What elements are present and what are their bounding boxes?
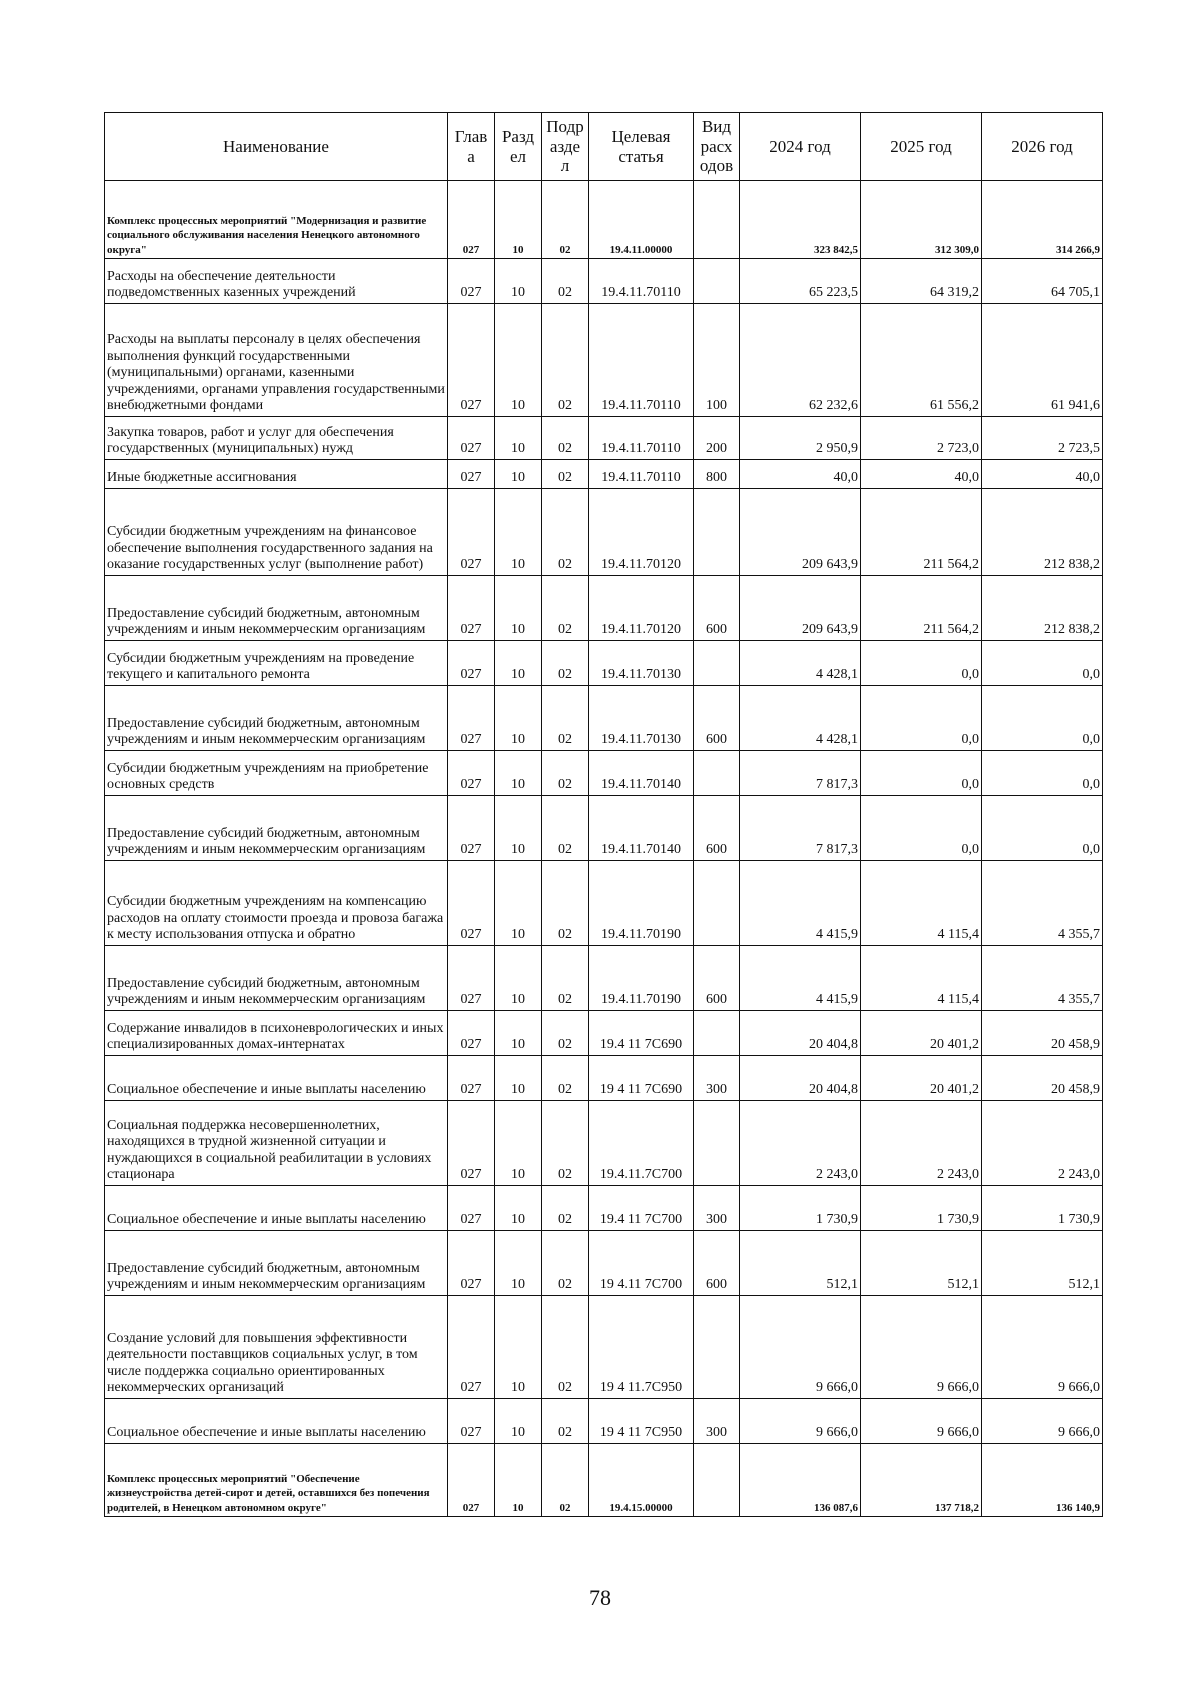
cell-glava: 027 — [448, 460, 495, 489]
cell-razdel: 10 — [495, 489, 542, 576]
cell-glava: 027 — [448, 1399, 495, 1444]
cell-vid: 600 — [694, 576, 740, 641]
cell-vid — [694, 1444, 740, 1517]
cell-2025: 9 666,0 — [861, 1399, 982, 1444]
cell-razdel: 10 — [495, 259, 542, 304]
cell-glava: 027 — [448, 1056, 495, 1101]
cell-2025: 61 556,2 — [861, 304, 982, 417]
cell-podrazdel: 02 — [542, 489, 589, 576]
cell-2025: 0,0 — [861, 686, 982, 751]
table-row — [105, 259, 1103, 304]
cell-podrazdel: 02 — [542, 576, 589, 641]
cell-name: Субсидии бюджетным учреждениям на проведение текущего и капитального ремонта — [105, 641, 448, 686]
cell-razdel: 10 — [495, 460, 542, 489]
cell-razdel: 10 — [495, 1231, 542, 1296]
cell-target: 19.4.11.70110 — [589, 259, 694, 304]
cell-2025: 0,0 — [861, 796, 982, 861]
cell-glava: 027 — [448, 417, 495, 460]
cell-2026: 0,0 — [982, 641, 1103, 686]
cell-target: 19 4 11 7С950 — [589, 1399, 694, 1444]
table-row — [105, 1444, 1103, 1517]
cell-2024: 136 087,6 — [740, 1444, 861, 1517]
page-number: 78 — [589, 1585, 611, 1610]
cell-2025: 40,0 — [861, 460, 982, 489]
cell-2026: 512,1 — [982, 1231, 1103, 1296]
table-row — [105, 686, 1103, 751]
cell-name: Предоставление субсидий бюджетным, автономным учреждениям и иным некоммерческим организациям — [105, 1231, 448, 1296]
cell-vid: 600 — [694, 686, 740, 751]
cell-vid — [694, 1296, 740, 1399]
cell-name: Содержание инвалидов в психоневрологических и иных специализированных домах-интернатах — [105, 1011, 448, 1056]
table-row — [105, 1186, 1103, 1231]
cell-2024: 323 842,5 — [740, 181, 861, 259]
cell-vid: 600 — [694, 796, 740, 861]
cell-podrazdel: 02 — [542, 751, 589, 796]
cell-2025: 1 730,9 — [861, 1186, 982, 1231]
cell-2025: 9 666,0 — [861, 1296, 982, 1399]
cell-glava: 027 — [448, 1186, 495, 1231]
table-row — [105, 460, 1103, 489]
table-row — [105, 861, 1103, 946]
cell-podrazdel: 02 — [542, 460, 589, 489]
cell-razdel: 10 — [495, 1399, 542, 1444]
table-row — [105, 1011, 1103, 1056]
table-row — [105, 1056, 1103, 1101]
cell-2026: 2 723,5 — [982, 417, 1103, 460]
cell-podrazdel: 02 — [542, 796, 589, 861]
header-2026: 2026 год — [982, 113, 1103, 181]
cell-podrazdel: 02 — [542, 304, 589, 417]
cell-podrazdel: 02 — [542, 1399, 589, 1444]
cell-name: Комплекс процессных мероприятий "Модернизация и развитие социального обслуживания населения Ненецкого автономного округа" — [105, 181, 448, 259]
table-row — [105, 304, 1103, 417]
header-glava: Глав а — [448, 113, 495, 181]
cell-name: Субсидии бюджетным учреждениям на финансовое обеспечение выполнения государственного задания на оказание государственных услуг (выполнение работ) — [105, 489, 448, 576]
cell-vid: 300 — [694, 1056, 740, 1101]
cell-podrazdel: 02 — [542, 417, 589, 460]
cell-razdel: 10 — [495, 181, 542, 259]
cell-target: 19.4 11 7С690 — [589, 1011, 694, 1056]
cell-razdel: 10 — [495, 576, 542, 641]
cell-podrazdel: 02 — [542, 861, 589, 946]
cell-podrazdel: 02 — [542, 259, 589, 304]
cell-2026: 4 355,7 — [982, 861, 1103, 946]
cell-target: 19.4 11 7С700 — [589, 1186, 694, 1231]
cell-2026: 9 666,0 — [982, 1296, 1103, 1399]
cell-podrazdel: 02 — [542, 1296, 589, 1399]
cell-name: Иные бюджетные ассигнования — [105, 460, 448, 489]
cell-glava: 027 — [448, 576, 495, 641]
cell-glava: 027 — [448, 1231, 495, 1296]
table-row — [105, 1231, 1103, 1296]
cell-2026: 0,0 — [982, 751, 1103, 796]
cell-2025: 211 564,2 — [861, 576, 982, 641]
cell-glava: 027 — [448, 861, 495, 946]
cell-2025: 20 401,2 — [861, 1056, 982, 1101]
cell-2024: 9 666,0 — [740, 1296, 861, 1399]
table-row — [105, 576, 1103, 641]
table-row — [105, 489, 1103, 576]
cell-name: Предоставление субсидий бюджетным, автономным учреждениям и иным некоммерческим организациям — [105, 946, 448, 1011]
cell-2024: 2 950,9 — [740, 417, 861, 460]
cell-vid: 600 — [694, 946, 740, 1011]
cell-glava: 027 — [448, 641, 495, 686]
cell-podrazdel: 02 — [542, 1101, 589, 1186]
cell-name: Социальное обеспечение и иные выплаты населению — [105, 1056, 448, 1101]
cell-razdel: 10 — [495, 861, 542, 946]
cell-target: 19.4.11.70120 — [589, 489, 694, 576]
cell-glava: 027 — [448, 1011, 495, 1056]
header-2024: 2024 год — [740, 113, 861, 181]
cell-vid — [694, 861, 740, 946]
cell-2024: 4 415,9 — [740, 946, 861, 1011]
header-2025: 2025 год — [861, 113, 982, 181]
cell-target: 19.4.11.7С700 — [589, 1101, 694, 1186]
cell-target: 19.4.11.70190 — [589, 946, 694, 1011]
cell-target: 19.4.11.00000 — [589, 181, 694, 259]
cell-2026: 314 266,9 — [982, 181, 1103, 259]
cell-2025: 4 115,4 — [861, 861, 982, 946]
cell-2026: 20 458,9 — [982, 1056, 1103, 1101]
table-row — [105, 796, 1103, 861]
budget-table — [104, 112, 1103, 1517]
cell-2024: 40,0 — [740, 460, 861, 489]
cell-glava: 027 — [448, 751, 495, 796]
cell-2025: 0,0 — [861, 751, 982, 796]
cell-podrazdel: 02 — [542, 1056, 589, 1101]
cell-glava: 027 — [448, 946, 495, 1011]
cell-podrazdel: 02 — [542, 1011, 589, 1056]
header-vid: Вид расх одов — [694, 113, 740, 181]
cell-name: Расходы на обеспечение деятельности подведомственных казенных учреждений — [105, 259, 448, 304]
cell-vid: 300 — [694, 1186, 740, 1231]
cell-2025: 20 401,2 — [861, 1011, 982, 1056]
table-row — [105, 946, 1103, 1011]
header-podrazdel: Подр азде л — [542, 113, 589, 181]
table-body — [105, 181, 1103, 1517]
cell-target: 19.4.11.70130 — [589, 641, 694, 686]
cell-podrazdel: 02 — [542, 686, 589, 751]
cell-razdel: 10 — [495, 1101, 542, 1186]
cell-vid: 200 — [694, 417, 740, 460]
cell-glava: 027 — [448, 304, 495, 417]
cell-razdel: 10 — [495, 946, 542, 1011]
cell-vid — [694, 641, 740, 686]
cell-name: Социальное обеспечение и иные выплаты населению — [105, 1186, 448, 1231]
table-row — [105, 1296, 1103, 1399]
cell-name: Социальная поддержка несовершеннолетних, находящихся в трудной жизненной ситуации и нуждающихся в социальной реабилитации в условиях стационара — [105, 1101, 448, 1186]
cell-2026: 2 243,0 — [982, 1101, 1103, 1186]
cell-glava: 027 — [448, 1101, 495, 1186]
cell-target: 19 4 11.7С950 — [589, 1296, 694, 1399]
cell-2024: 4 428,1 — [740, 686, 861, 751]
table-header-row — [105, 113, 1103, 181]
cell-2025: 512,1 — [861, 1231, 982, 1296]
cell-2026: 212 838,2 — [982, 489, 1103, 576]
cell-name: Предоставление субсидий бюджетным, автономным учреждениям и иным некоммерческим организациям — [105, 576, 448, 641]
cell-podrazdel: 02 — [542, 1231, 589, 1296]
cell-target: 19 4 11 7С690 — [589, 1056, 694, 1101]
cell-name: Расходы на выплаты персоналу в целях обеспечения выполнения функций государственными (муниципальными) органами, казенными учреждениями, органами управления государственными внебюджетными фондами — [105, 304, 448, 417]
cell-2026: 0,0 — [982, 796, 1103, 861]
cell-podrazdel: 02 — [542, 1186, 589, 1231]
cell-2024: 65 223,5 — [740, 259, 861, 304]
cell-glava: 027 — [448, 259, 495, 304]
cell-target: 19.4.11.70140 — [589, 796, 694, 861]
cell-razdel: 10 — [495, 1011, 542, 1056]
cell-vid — [694, 489, 740, 576]
cell-target: 19.4.11.70110 — [589, 417, 694, 460]
cell-2025: 2 243,0 — [861, 1101, 982, 1186]
cell-2024: 20 404,8 — [740, 1011, 861, 1056]
cell-vid: 600 — [694, 1231, 740, 1296]
cell-name: Субсидии бюджетным учреждениям на компенсацию расходов на оплату стоимости проезда и провоза багажа к месту использования отпуска и обратно — [105, 861, 448, 946]
cell-razdel: 10 — [495, 304, 542, 417]
cell-2026: 61 941,6 — [982, 304, 1103, 417]
cell-2026: 4 355,7 — [982, 946, 1103, 1011]
header-name: Наименование — [105, 113, 448, 181]
cell-razdel: 10 — [495, 686, 542, 751]
cell-2024: 2 243,0 — [740, 1101, 861, 1186]
cell-razdel: 10 — [495, 1444, 542, 1517]
cell-target: 19 4.11 7С700 — [589, 1231, 694, 1296]
cell-vid — [694, 259, 740, 304]
cell-2026: 0,0 — [982, 686, 1103, 751]
table-row — [105, 751, 1103, 796]
cell-target: 19.4.11.70110 — [589, 460, 694, 489]
cell-podrazdel: 02 — [542, 946, 589, 1011]
cell-2025: 2 723,0 — [861, 417, 982, 460]
cell-name: Субсидии бюджетным учреждениям на приобретение основных средств — [105, 751, 448, 796]
table-row — [105, 641, 1103, 686]
cell-vid — [694, 181, 740, 259]
cell-name: Комплекс процессных мероприятий "Обеспечение жизнеустройства детей-сирот и детей, оставшихся без попечения родителей, в Ненецком автономном округе" — [105, 1444, 448, 1517]
cell-vid — [694, 751, 740, 796]
cell-2026: 1 730,9 — [982, 1186, 1103, 1231]
cell-razdel: 10 — [495, 641, 542, 686]
cell-glava: 027 — [448, 686, 495, 751]
cell-vid: 800 — [694, 460, 740, 489]
cell-name: Предоставление субсидий бюджетным, автономным учреждениям и иным некоммерческим организациям — [105, 686, 448, 751]
cell-2025: 211 564,2 — [861, 489, 982, 576]
cell-2026: 40,0 — [982, 460, 1103, 489]
cell-2024: 62 232,6 — [740, 304, 861, 417]
cell-2026: 64 705,1 — [982, 259, 1103, 304]
cell-target: 19.4.11.70140 — [589, 751, 694, 796]
table-row — [105, 1101, 1103, 1186]
table-row — [105, 1399, 1103, 1444]
cell-razdel: 10 — [495, 417, 542, 460]
cell-podrazdel: 02 — [542, 181, 589, 259]
cell-razdel: 10 — [495, 751, 542, 796]
cell-2024: 209 643,9 — [740, 576, 861, 641]
cell-2025: 4 115,4 — [861, 946, 982, 1011]
cell-2026: 136 140,9 — [982, 1444, 1103, 1517]
cell-razdel: 10 — [495, 796, 542, 861]
cell-2024: 7 817,3 — [740, 751, 861, 796]
cell-vid — [694, 1101, 740, 1186]
cell-glava: 027 — [448, 1296, 495, 1399]
cell-2024: 7 817,3 — [740, 796, 861, 861]
table-row — [105, 417, 1103, 460]
cell-2025: 137 718,2 — [861, 1444, 982, 1517]
cell-target: 19.4.11.70130 — [589, 686, 694, 751]
cell-2024: 209 643,9 — [740, 489, 861, 576]
cell-2026: 20 458,9 — [982, 1011, 1103, 1056]
cell-podrazdel: 02 — [542, 1444, 589, 1517]
header-razdel: Разд ел — [495, 113, 542, 181]
cell-2026: 212 838,2 — [982, 576, 1103, 641]
cell-target: 19.4.11.70190 — [589, 861, 694, 946]
cell-2024: 512,1 — [740, 1231, 861, 1296]
cell-name: Социальное обеспечение и иные выплаты населению — [105, 1399, 448, 1444]
cell-glava: 027 — [448, 489, 495, 576]
cell-2024: 4 428,1 — [740, 641, 861, 686]
cell-2025: 64 319,2 — [861, 259, 982, 304]
cell-name: Создание условий для повышения эффективности деятельности поставщиков социальных услуг, в том числе поддержка социально ориентированных некоммерческих организаций — [105, 1296, 448, 1399]
header-target: Целевая статья — [589, 113, 694, 181]
cell-2026: 9 666,0 — [982, 1399, 1103, 1444]
cell-razdel: 10 — [495, 1296, 542, 1399]
cell-razdel: 10 — [495, 1056, 542, 1101]
cell-2025: 0,0 — [861, 641, 982, 686]
cell-vid — [694, 1011, 740, 1056]
cell-name: Закупка товаров, работ и услуг для обеспечения государственных (муниципальных) нужд — [105, 417, 448, 460]
cell-vid: 100 — [694, 304, 740, 417]
cell-2024: 20 404,8 — [740, 1056, 861, 1101]
cell-podrazdel: 02 — [542, 641, 589, 686]
cell-vid: 300 — [694, 1399, 740, 1444]
cell-glava: 027 — [448, 1444, 495, 1517]
cell-target: 19.4.15.00000 — [589, 1444, 694, 1517]
cell-glava: 027 — [448, 181, 495, 259]
cell-target: 19.4.11.70110 — [589, 304, 694, 417]
cell-2024: 1 730,9 — [740, 1186, 861, 1231]
cell-2025: 312 309,0 — [861, 181, 982, 259]
cell-target: 19.4.11.70120 — [589, 576, 694, 641]
table-row — [105, 181, 1103, 259]
cell-2024: 4 415,9 — [740, 861, 861, 946]
cell-2024: 9 666,0 — [740, 1399, 861, 1444]
cell-name: Предоставление субсидий бюджетным, автономным учреждениям и иным некоммерческим организациям — [105, 796, 448, 861]
cell-glava: 027 — [448, 796, 495, 861]
cell-razdel: 10 — [495, 1186, 542, 1231]
